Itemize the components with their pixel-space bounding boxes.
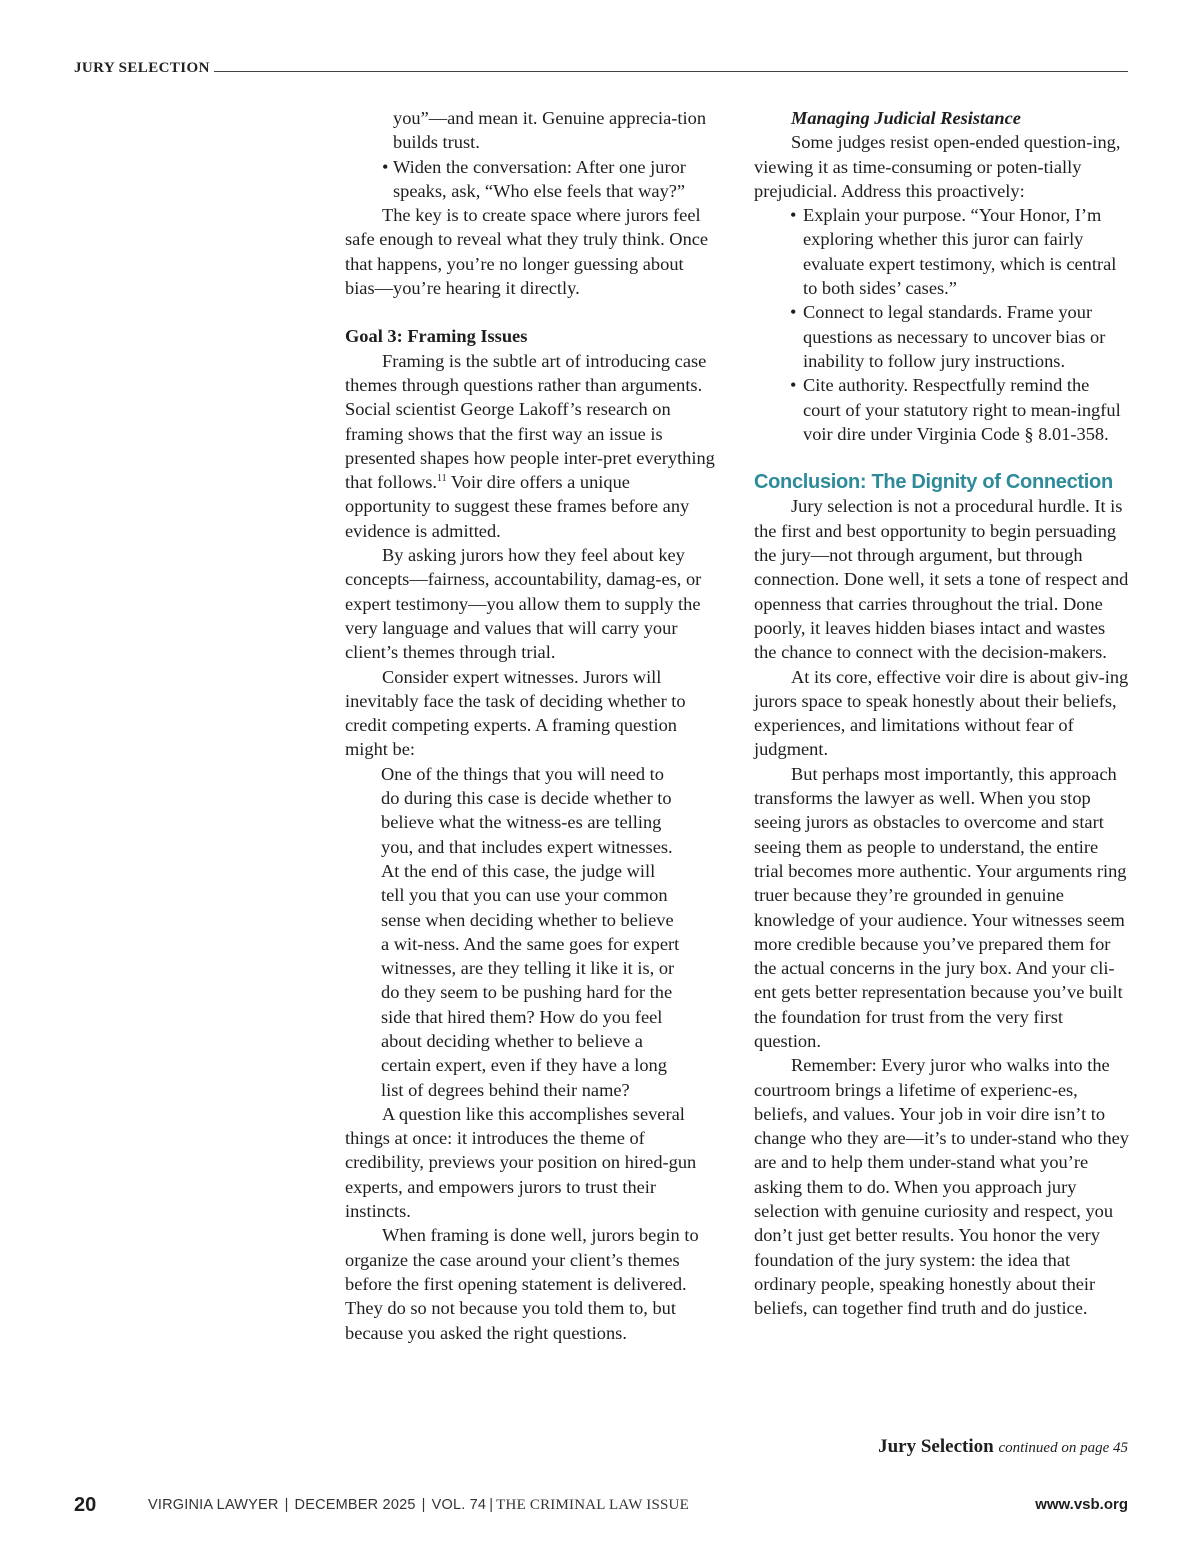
bullet-dot-icon: •: [790, 205, 797, 226]
website-link[interactable]: www.vsb.org: [1035, 1496, 1128, 1513]
volume: VOL. 74: [431, 1497, 487, 1513]
bullet-connect: [754, 300, 1129, 373]
continued-notice[interactable]: [878, 1436, 1128, 1458]
framing-text-cont: Voir dire offers a unique opportunity to suggest these frames before any evidence is admitted.: [345, 472, 690, 541]
running-header: [74, 58, 1128, 78]
magazine-info: VIRGINIA LAWYER | DECEMBER 2025 | VOL. 74 | THE CRIMINAL LAW ISSUE: [148, 1497, 689, 1513]
continued-title: Jury Selection: [878, 1436, 994, 1457]
footer: [74, 1494, 1128, 1518]
bullet-connect-text: Connect to legal standards. Frame your questions as necessary to uncover bias or inability to follow jury instructions.: [803, 302, 1106, 371]
issue-theme: THE CRIMINAL LAW ISSUE: [496, 1497, 689, 1513]
paragraph-jury-selection: Jury selection is not a procedural hurdle. It is the first and best opportunity to begin persuading the jury—not through argument, but through connection. Done well, it sets a tone of respect and openness that carries throughout the trial. Done poorly, it leaves hidden biases intact and wastes the chance to connect with the decision-makers.: [754, 496, 1129, 663]
framing-text: Framing is the subtle art of introducing case themes through questions rather than arguments. Social scientist George Lakoff’s research on framing shows that the first way an issue is presented shapes how people inter-pret everything that follows.: [345, 350, 715, 493]
left-bullet-list: [345, 106, 717, 203]
paragraph-asking: By asking jurors how they feel about key concepts—fairness, accountability, damag-es, or expert testimony—you allow them to supply the very language and values that will carry your client’s themes through trial.: [345, 545, 702, 663]
page-number: 20: [74, 1494, 97, 1516]
paragraph-core: At its core, effective voir dire is about giv-ing jurors space to speak honestly about their beliefs, experiences, and limitations without fear of judgment.: [754, 666, 1129, 760]
magazine-name: VIRGINIA LAWYER: [148, 1497, 279, 1513]
bullet-dot-icon: •: [382, 156, 389, 177]
right-column: [754, 106, 1129, 1321]
header-rule: [214, 71, 1128, 72]
bullet-explain-text: Explain your purpose. “Your Honor, I’m exploring whether this juror can fairly evaluate expert testimony, which is central to both sides’ cases.”: [803, 205, 1117, 299]
continued-text: continued on page 45: [998, 1440, 1128, 1456]
right-bullet-list: [754, 203, 1129, 446]
paragraph-key: The key is to create space where jurors feel safe enough to reveal what they truly think. Once that happens, you’re no longer guessing about bias—you’re hearing it directly.: [345, 205, 709, 299]
footnote-ref[interactable]: 11: [436, 473, 447, 485]
bullet-widen-text: Widen the conversation: After one juror speaks, ask, “Who else feels that way?”: [393, 156, 686, 201]
subheading-judicial-resistance: Managing Judicial Resistance: [791, 108, 1021, 128]
bullet-cite: [754, 373, 1129, 446]
bullet-cite-text: Cite authority. Respectfully remind the court of your statutory right to mean-ingful voir dire under Virginia Code § 8.01-358.: [803, 375, 1121, 444]
paragraph-when: When framing is done well, jurors begin to organize the case around your client’s themes before the first opening statement is delivered. They do so not because you told them to, but because you asked the right questions.: [345, 1225, 699, 1343]
issue-date: DECEMBER 2025: [294, 1497, 416, 1513]
block-quote: One of the things that you will need to do during this case is decide whether to believe what the witness-es are telling you, and that includes expert witnesses. At the end of this case, the judge will tell you that you can use your common sense when deciding whether to believe a wit-ness. And the same goes for expert witnesses, are they telling it like it is, or do they seem to be pushing hard for the side that hired them? How do you feel about deciding whether to believe a certain expert, even if they have a long list of degrees behind their name?: [381, 763, 680, 1100]
paragraph-consider: Consider expert witnesses. Jurors will inevitably face the task of deciding whether to credit competing experts. A framing question might be:: [345, 666, 686, 760]
bullet-dot-icon: •: [790, 302, 797, 323]
bullet-explain: [754, 203, 1129, 300]
section-label: JURY SELECTION: [74, 59, 210, 76]
conclusion-heading: Conclusion: The Dignity of Connection: [754, 471, 1113, 494]
paragraph-framing: [345, 349, 717, 543]
goal3-heading: Goal 3: Framing Issues: [345, 326, 528, 347]
paragraph-remember: Remember: Every juror who walks into the courtroom brings a lifetime of experienc-es, beliefs, and values. Your job in voir dire isn’t to change who they are—it’s to under-stand who they are and to help them under-stand what you’re asking them to do. When you approach jury selection with genuine curiosity and respect, you don’t just get better results. You honor the very foundation of the jury system: the idea that ordinary people, speaking honestly about their beliefs, can together find truth and do justice.: [754, 1055, 1130, 1319]
bullet-dot-icon: •: [790, 375, 797, 396]
paragraph-question: A question like this accomplishes several things at once: it introduces the theme of credibility, previews your position on hired-gun experts, and empowers jurors to trust their instincts.: [345, 1103, 697, 1222]
paragraph-perhaps: But perhaps most importantly, this approach transforms the lawyer as well. When you stop seeing jurors as obstacles to overcome and start seeing them as people to understand, the entire trial becomes more authentic. Your arguments ring truer because they’re grounded in genuine knowledge of your audience. Your witnesses seem more credible because you’ve prepared them for the actual concerns in the jury box. And your cli-ent gets better representation because you’ve built the foundation for trust from the very first question.: [754, 763, 1127, 1051]
left-column: [345, 106, 717, 1345]
bullet-continuation: you”—and mean it. Genuine apprecia-tion builds trust.: [393, 108, 707, 153]
paragraph-judges: Some judges resist open-ended question-ing, viewing it as time-consuming or poten-tially prejudicial. Address this proactively:: [754, 132, 1121, 201]
bullet-widen: [345, 155, 717, 204]
